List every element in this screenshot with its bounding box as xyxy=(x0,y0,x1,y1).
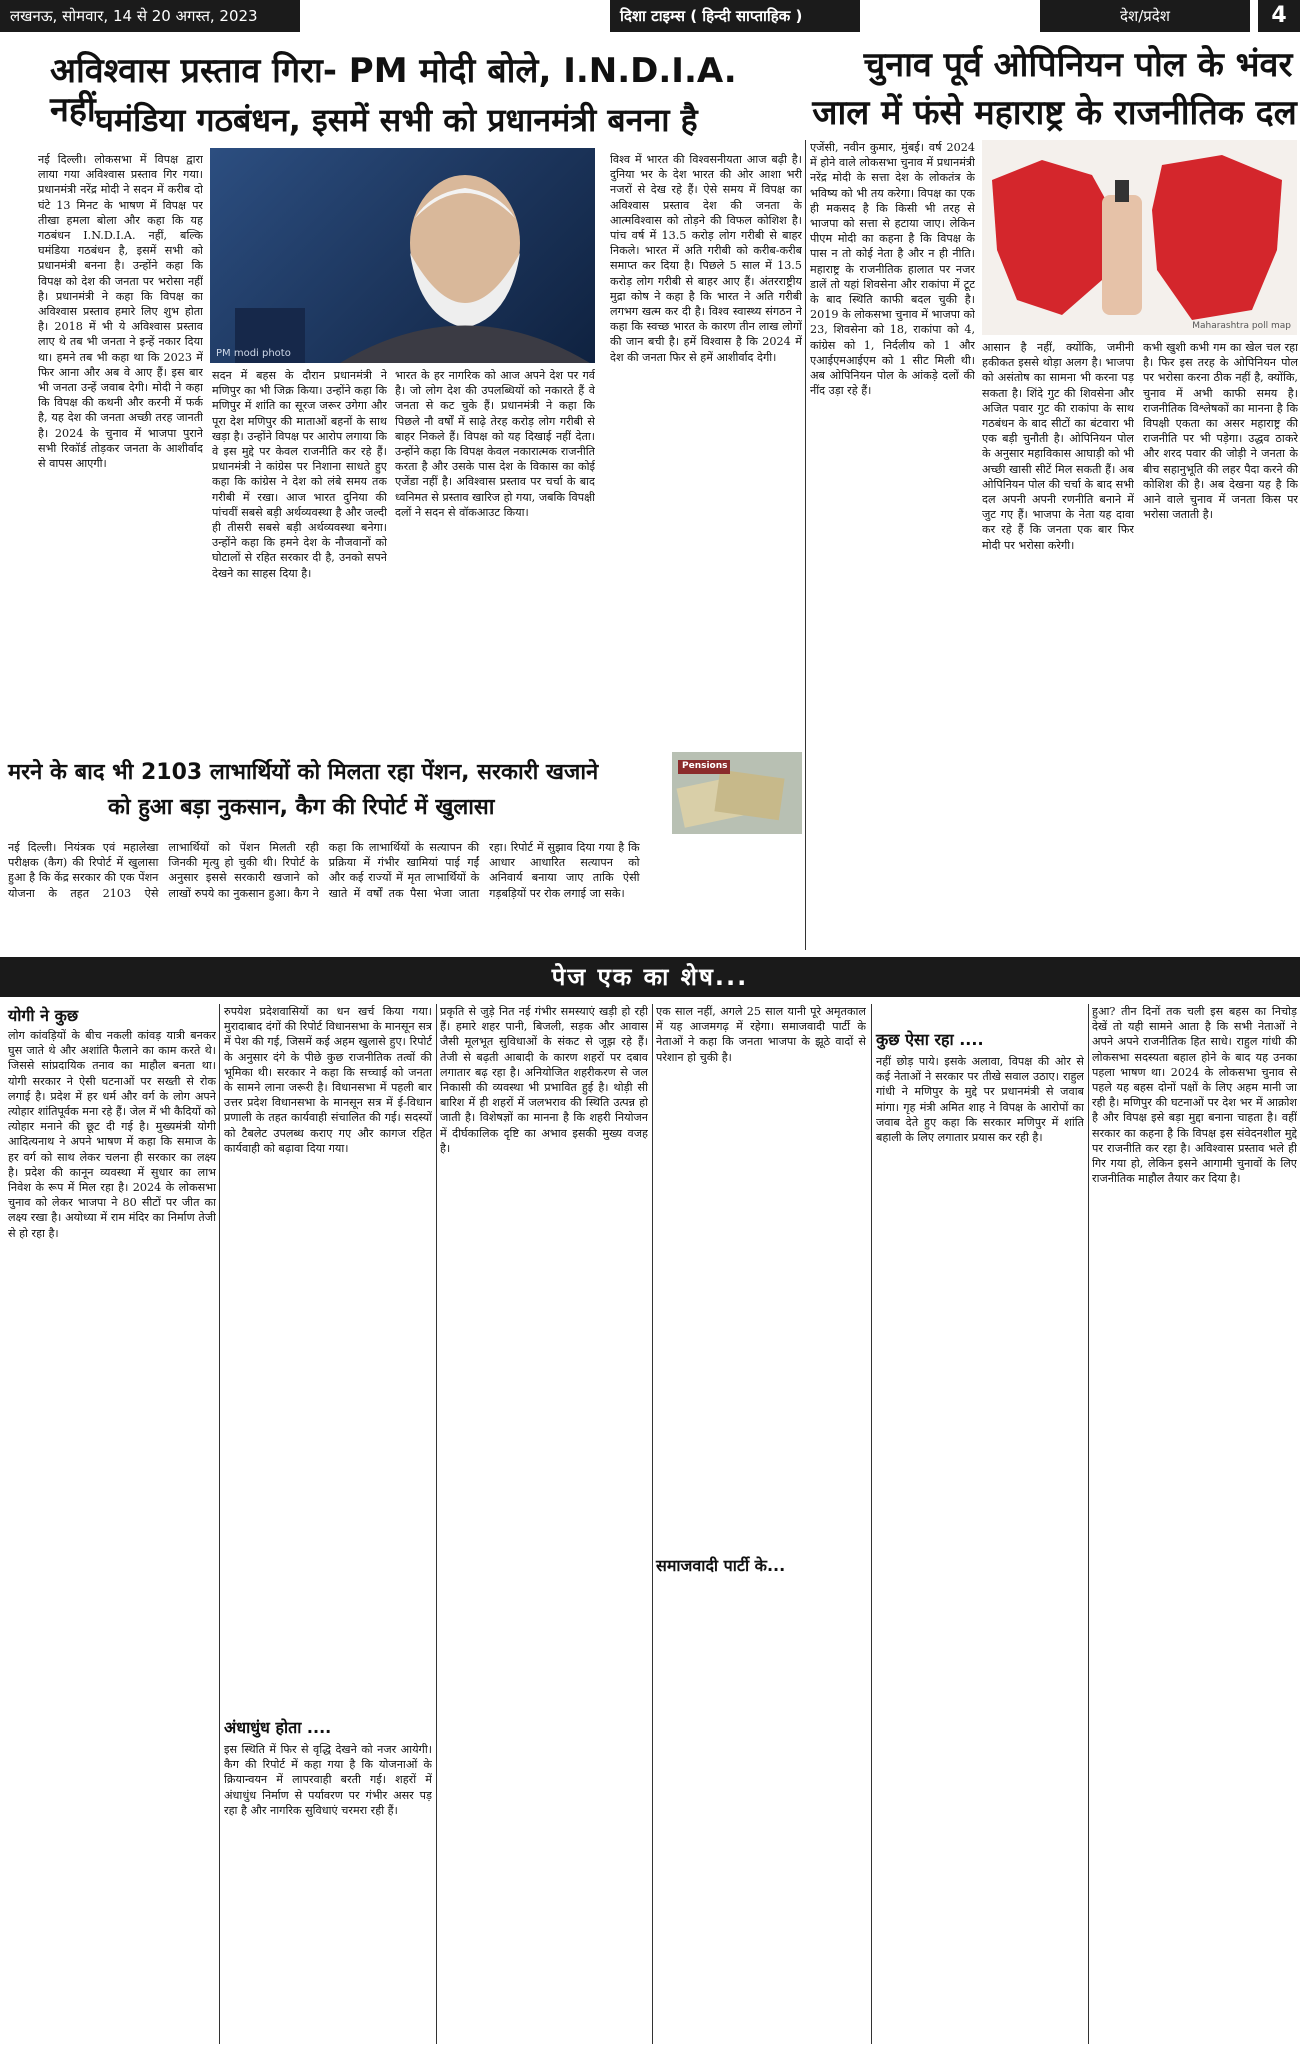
pm-modi-photo xyxy=(210,148,595,363)
map-illustration xyxy=(982,140,1297,335)
story1-column-2: सदन में बहस के दौरान प्रधानमंत्री ने मणिपुर का भी जिक्र किया। उन्होंने कहा कि मणिपुर में शांति का सूरज जरूर उगेगा और पूरा देश मणिपुर की माताओं बहनों के साथ खड़ा है। उन्होंने विपक्ष पर आरोप लगाया कि वे इस मुद्दे पर केवल राजनीति कर रहे हैं। प्रधानमंत्री ने कांग्रेस पर निशाना साधते हुए कहा कि कांग्रेस ने देश को लंबे समय तक गरीबी में रखा। आज भारत दुनिया की पांचवीं सबसे बड़ी अर्थव्यवस्था है और जल्दी ही तीसरी सबसे बड़ी अर्थव्यवस्था बनेगा। उन्होंने कहा कि हमने देश के नौजवानों को घोटालों से रहित सरकार दी है, उनको सपने देखने का साहस दिया है। xyxy=(212,369,387,580)
story1-column-4: विश्व में भारत की विश्वसनीयता आज बढ़ी है। दुनिया भर के देश भारत की ओर आशा भरी नजरों से देख रहे हैं। ऐसे समय में विपक्ष का अविश्वास प्रस्ताव देश की जनता के आत्मविश्वास को तोड़ने की विफल कोशिश है। पांच वर्ष में 13.5 करोड़ लोग गरीबी से बाहर निकले। भारत में अति गरीबी को करीब-करीब समाप्त कर दिया है। पिछले 5 साल में 13.5 करोड़ लोग गरीबी से बाहर आए हैं। अंतरराष्ट्रीय मुद्रा कोष ने कहा है कि भारत ने अति गरीबी लगभग खत्म कर दी है। विश्व स्वास्थ्य संगठन ने कहा कि स्वच्छ भारत के कारण तीन लाख लोगों की जान बची है। हमें विश्वास है कि 2024 में देश की जनता फिर से हमें आशीर्वाद देगी। xyxy=(610,153,802,364)
pm-modi-illustration xyxy=(210,148,595,363)
story3-column-1: एजेंसी, नवीन कुमार, मुंबई। वर्ष 2024 में होने वाले लोकसभा चुनाव में प्रधानमंत्री नरेंद्र मोदी के सत्ता देश के लोकतंत्र के भविष्य को भी तय करेगा। विपक्ष का एक ही मकसद है कि किसी भी तरह से भाजपा को सत्ता से हटाया जाए। लेकिन पीएम मोदी का कहना है कि विपक्ष के पास न तो कोई नेता है और न ही नीति। महाराष्ट्र के राजनीतिक हालात पर नजर डालें तो यहां शिवसेना और राकांपा में टूट के बाद स्थिति काफी बदल चुकी है। 2019 के लोकसभा चुनाव में भाजपा को 23, शिवसेना को 18, राकांपा को 4, कांग्रेस को 1, निर्दलीय को 1 और एआईएमआईएम को 1 सीट मिली थी। अब ओपिनियन पोल के आंकड़े दलों की नींद उड़ा रहे हैं। xyxy=(810,141,975,398)
story1-headline-line1: अविश्वास प्रस्ताव गिरा- PM मोदी बोले, I.N.D.I.A. नहीं xyxy=(50,51,737,131)
story2-text: नई दिल्ली। नियंत्रक एवं महालेखा परीक्षक (कैग) की रिपोर्ट में खुलासा हुआ है कि केंद्र सरकार की एक पेंशन योजना के तहत 2103 ऐसे लाभार्थियों को पेंशन मिलती रही जिनकी मृत्यु हो चुकी थी। रिपोर्ट के अनुसार इससे सरकारी खजाने को लाखों रुपये का नुकसान हुआ। कैग ने कहा कि लाभार्थियों के सत्यापन की प्रक्रिया में गंभीर खामियां पाई गईं और कई राज्यों में मृत लाभार्थियों के खाते में वर्षों तक पैसा भेजा जाता रहा। रिपोर्ट में सुझाव दिया गया है कि आधार आधारित सत्यापन को अनिवार्य बनाया जाए ताकि ऐसी गड़बड़ियों पर रोक लगाई जा सके। xyxy=(8,841,640,900)
page-number: 4 xyxy=(1258,0,1300,32)
continuation-banner: पेज एक का शेष... xyxy=(0,957,1300,997)
photo-caption-label: PM modi photo xyxy=(216,348,291,359)
dateline: लखनऊ, सोमवार, 14 से 20 अगस्त, 2023 xyxy=(0,0,300,32)
bottom-column-1: लोग कांवड़ियों के बीच नकली कांवड़ यात्री बनकर घुस जाते थे और अशांति फैलाने का काम करते थे। जिससे सांप्रदायिक तनाव का माहौल बनता था। योगी सरकार ने ऐसी घटनाओं पर सख्ती से रोक लगाई है। प्रदेश में हर धर्म और वर्ग के लोग अपने त्योहार शांतिपूर्वक मना रहे हैं। जेल में भी कैदियों को त्योहार मनाने की छूट दी गई है। मुख्यमंत्री योगी आदित्यनाथ ने अपने भाषण में कहा कि समाज के हर वर्ग को साथ लेकर चलना ही सरकार का लक्ष्य है। प्रदेश की कानून व्यवस्था में सुधार का लाभ निवेश के रूप में मिल रहा है। 2024 के लोकसभा चुनाव को लेकर भाजपा ने 80 सीटों पर जीत का लक्ष्य रखा है। अयोध्या में राम मंदिर का निर्माण तेजी से हो रहा है। xyxy=(8,1029,216,1240)
bottom-col2-title: अंधाधुंध होता .... xyxy=(224,1718,332,1737)
column-divider xyxy=(436,1004,437,2044)
story1-column-1: नई दिल्ली। लोकसभा में विपक्ष द्वारा लाया गया अविश्वास प्रस्ताव गिर गया। प्रधानमंत्री नरेंद्र मोदी ने सदन में करीब दो घंटे 13 मिनट के भाषण में विपक्ष पर तीखा हमला बोला और कहा कि यह गठबंधन I.N.D.I.A. नहीं, बल्कि घमंडिया गठबंधन है, इसमें सभी को प्रधानमंत्री बनना है। उन्होंने कहा कि विपक्ष को देश की जनता पर भरोसा नहीं है। प्रधानमंत्री ने कहा कि विपक्ष का अविश्वास प्रस्ताव हमारे लिए शुभ होता है। 2018 में भी ये अविश्वास प्रस्ताव लाए थे तब भी जनता ने इन्हें नकार दिया था। हमने तब भी कहा था कि 2023 में फिर आना और अब वे आए हैं। इस बार भी जनता उन्हें जवाब देगी। मोदी ने कहा कि विपक्ष की कथनी और करनी में फर्क है, यह देश की जनता अच्छी तरह जानती है। 2024 के चुनाव में भाजपा पुराने सभी रिकॉर्ड तोड़कर जनता के आशीर्वाद से वापस आएगी। xyxy=(38,153,203,471)
section-label: देश/प्रदेश xyxy=(1040,0,1250,32)
column-divider xyxy=(1088,1004,1089,2044)
story2-headline-line2: को हुआ बड़ा नुकसान, कैग की रिपोर्ट में खुलासा xyxy=(108,795,495,820)
pensions-photo xyxy=(672,752,802,834)
bottom-column-5: हुआ? तीन दिनों तक चली इस बहस का निचोड़ देखें तो यही सामने आता है कि सभी नेताओं ने अपने अपने राजनीतिक हित साधे। राहुल गांधी की लोकसभा सदस्यता बहाल होने के बाद यह उनका पहला भाषण था। 2024 के लोकसभा चुनाव से पहले यह बहस दोनों पक्षों के लिए अहम मानी जा रही है। मणिपुर की घटनाओं पर देश भर में आक्रोश है और विपक्ष इसे बड़ा मुद्दा बनाना चाहता है। वहीं सरकार का कहना है कि विपक्ष इस संवेदनशील मुद्दे पर राजनीति कर रहा है। अविश्वास प्रस्ताव भले ही गिर गया हो, लेकिन इसने आगामी चुनावों के लिए राजनीतिक माहौल तैयार कर दिया है। xyxy=(1092,1005,1297,1186)
story2-headline-line1: मरने के बाद भी 2103 लाभार्थियों को मिलता रहा पेंशन, सरकारी खजाने xyxy=(8,760,599,785)
bottom-col4-title2: समाजवादी पार्टी के... xyxy=(656,1554,866,1576)
bottom-col1-title: योगी ने कुछ xyxy=(8,1006,79,1025)
column-divider xyxy=(871,1004,872,2044)
story3-column-3: कभी खुशी कभी गम का खेल चल रहा है। फिर इस तरह के ओपिनियन पोल पर भरोसा करना ठीक नहीं है, क्योंकि, चुनाव में अभी काफी समय है। राजनीतिक विश्लेषकों का मानना है कि विपक्षी एकता का असर महाराष्ट्र की राजनीति पर भी पड़ेगा। उद्धव ठाकरे और शरद पवार की जोड़ी ने जनता के बीच सहानुभूति की लहर पैदा करने की कोशिश की है। अब देखना यह है कि आने वाले चुनाव में जनता किस पर भरोसा जताती है। xyxy=(1143,341,1298,522)
story3-headline-line1: चुनाव पूर्व ओपिनियन पोल के भंवर xyxy=(863,45,1293,85)
bottom-column-3b: एक साल नहीं, अगले 25 साल यानी पूरे अमृतकाल में यह आजमगढ़ में रहेगा। समाजवादी पार्टी के नेताओं ने कहा कि जनता भाजपा के झूठे वादों से परेशान हो चुकी है। xyxy=(656,1005,866,1064)
bottom-col4-title: कुछ ऐसा रहा .... xyxy=(876,1030,984,1049)
bottom-column-4: नहीं छोड़ पाये। इसके अलावा, विपक्ष की ओर से कई नेताओं ने सरकार पर तीखे सवाल उठाए। राहुल गांधी ने मणिपुर के मुद्दे पर प्रधानमंत्री से जवाब मांगा। गृह मंत्री अमित शाह ने विपक्ष के आरोपों का जवाब देते हुए कहा कि सरकार मणिपुर में शांति बहाली के लिए लगातार प्रयास कर रही है। xyxy=(876,1055,1084,1145)
maharashtra-map-photo xyxy=(982,140,1297,335)
story3-column-2: आसान है नहीं, क्योंकि, जमीनी हकीकत इससे थोड़ा अलग है। भाजपा को असंतोष का सामना भी करना पड़ सकता है। शिंदे गुट की शिवसेना और अजित पवार गुट की राकांपा के साथ गठबंधन के बाद सीटों का बंटवारा भी एक बड़ी चुनौती है। ओपिनियन पोल के अनुसार महाविकास आघाड़ी को भी अच्छी खासी सीटें मिल सकती हैं। अब ओपिनियन पोल की चर्चा के बाद सभी दल अपनी अपनी रणनीति बनाने में जुट गए हैं। भाजपा के नेता यह दावा कर रहे हैं कि जनता एक बार फिर मोदी पर भरोसा करेगी। xyxy=(982,341,1134,552)
bottom-column-3: प्रकृति से जुड़े नित नई गंभीर समस्याएं खड़ी हो रही हैं। हमारे शहर पानी, बिजली, सड़क और आवास जैसी मूलभूत सुविधाओं के संकट से जूझ रहे हैं। तेजी से बढ़ती आबादी के कारण शहरों पर दबाव लगातार बढ़ रहा है। अनियोजित शहरीकरण से जल निकासी की व्यवस्था भी प्रभावित हुई है। थोड़ी सी बारिश में ही शहरों में जलभराव की स्थिति उत्पन्न हो जाती है। विशेषज्ञों का मानना है कि शहरी नियोजन में दीर्घकालिक दृष्टि का अभाव इसकी मुख्य वजह है। xyxy=(440,1005,648,1155)
publication-name: दिशा टाइम्स ( हिन्दी साप्ताहिक ) xyxy=(610,0,860,32)
pensions-label: Pensions xyxy=(682,761,728,771)
bottom-column-2b: इस स्थिति में फिर से वृद्धि देखने को नजर आयेगी। कैग की रिपोर्ट में कहा गया है कि योजनाओं के क्रियान्वयन में लापरवाही बरती गई। शहरों में अंधाधुंध निर्माण से पर्यावरण पर गंभीर असर पड़ रहा है और नागरिक सुविधाएं चरमरा रही हैं। xyxy=(224,1743,432,1817)
column-divider xyxy=(805,140,806,950)
story1-column-3: भारत के हर नागरिक को आज अपने देश पर गर्व है। जो लोग देश की उपलब्धियों को नकारते हैं वे जनता से कट चुके हैं। प्रधानमंत्री ने कहा कि पिछले नौ वर्षों में साढ़े तेरह करोड़ लोग गरीबी से बाहर निकले हैं। विपक्ष को यह दिखाई नहीं देता। उन्होंने कहा कि विपक्ष केवल नकारात्मक राजनीति करता है और उसके पास देश के विकास का कोई एजेंडा नहीं है। अविश्वास प्रस्ताव पर चर्चा के बाद ध्वनिमत से प्रस्ताव खारिज हो गया, जबकि विपक्षी दलों ने सदन से वॉकआउट किया। xyxy=(395,369,595,519)
map-label: Maharashtra poll map xyxy=(1192,321,1291,331)
bottom-column-2: रुपयेश प्रदेशवासियों का धन खर्च किया गया। मुरादाबाद दंगों की रिपोर्ट विधानसभा के मानसून सत्र में पेश की गई, जिसमें कई अहम खुलासे हुए। रिपोर्ट के अनुसार दंगे के पीछे कुछ राजनीतिक तत्वों की भूमिका थी। सरकार ने कहा कि सच्चाई को जनता के सामने लाना जरूरी है। विधानसभा में पहली बार उत्तर प्रदेश विधानसभा के मानसून सत्र में ई-विधान प्रणाली के तहत कार्यवाही संचालित की गई। सदस्यों को टैबलेट उपलब्ध कराए गए और कागज रहित कार्यवाही को बढ़ावा दिया गया। xyxy=(224,1005,432,1155)
column-divider xyxy=(219,1004,220,2044)
column-divider xyxy=(652,1004,653,2044)
story1-headline-line2: घमंडिया गठबंधन, इसमें सभी को प्रधानमंत्री बनना है xyxy=(95,101,698,139)
story3-headline-line2: जाल में फंसे महाराष्ट्र के राजनीतिक दल xyxy=(812,93,1297,133)
